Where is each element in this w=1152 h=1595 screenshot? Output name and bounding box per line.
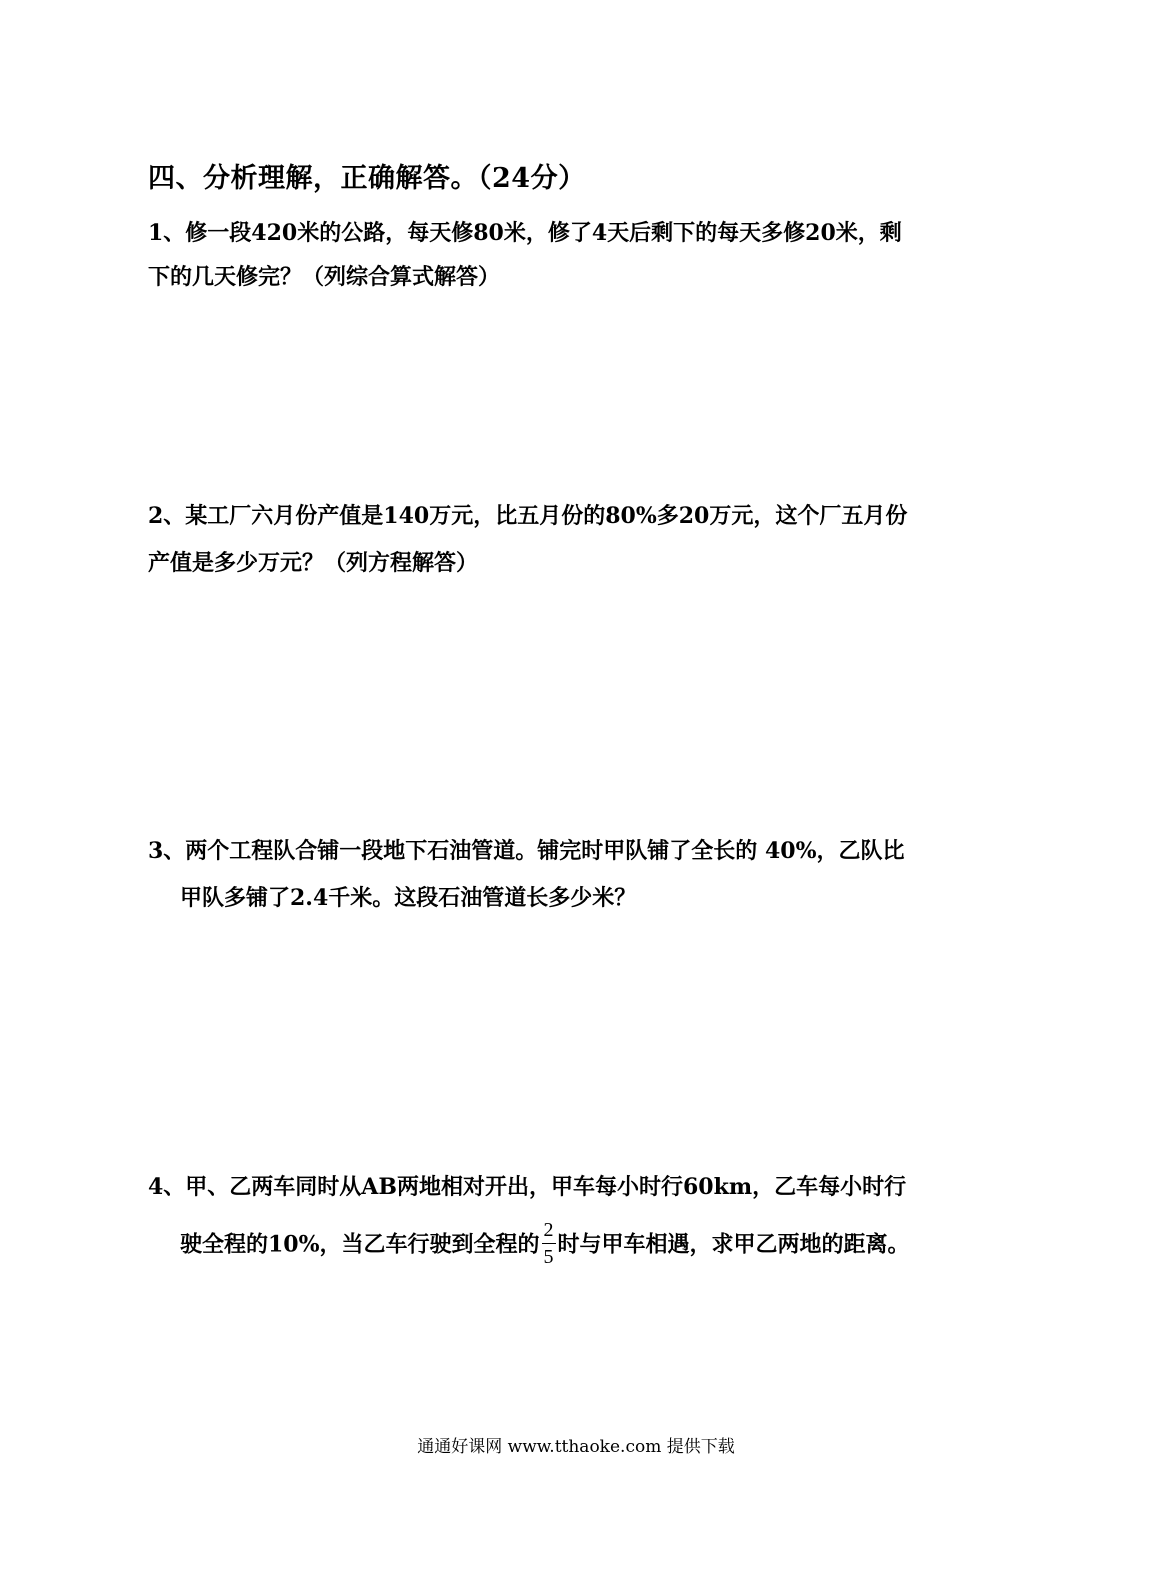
fraction-denominator: 5 <box>543 1246 554 1268</box>
question-2-line-2: 产值是多少万元？（列方程解答） <box>148 550 479 576</box>
question-3-line-2: 甲队多铺了2.4千米。这段石油管道长多少米？ <box>180 885 637 911</box>
question-4-line-2 <box>180 1219 910 1269</box>
question-4-line-1: 4、甲、乙两车同时从AB两地相对开出，甲车每小时行60km，乙车每小时行 <box>148 1174 907 1200</box>
section-title: 四、分析理解，正确解答。（24分） <box>148 163 586 194</box>
fraction-numerator: 2 <box>542 1220 556 1244</box>
page-footer: 通通好课网 www.tthaoke.com 提供下载 <box>417 1437 735 1457</box>
question-4-line-2-after: 时与甲车相遇，求甲乙两地的距离。 <box>557 1231 910 1258</box>
question-3-line-1: 3、两个工程队合铺一段地下石油管道。铺完时甲队铺了全长的 40%，乙队比 <box>148 838 905 864</box>
fraction <box>542 1220 556 1267</box>
question-2-line-1: 2、某工厂六月份产值是140万元，比五月份的80%多20万元，这个厂五月份 <box>148 503 908 529</box>
question-1-line-1: 1、修一段420米的公路，每天修80米，修了4天后剩下的每天多修20米，剩 <box>148 220 902 246</box>
question-4-line-2-before: 驶全程的10%，当乙车行驶到全程的 <box>180 1231 540 1258</box>
question-1-line-2: 下的几天修完？（列综合算式解答） <box>148 264 501 290</box>
